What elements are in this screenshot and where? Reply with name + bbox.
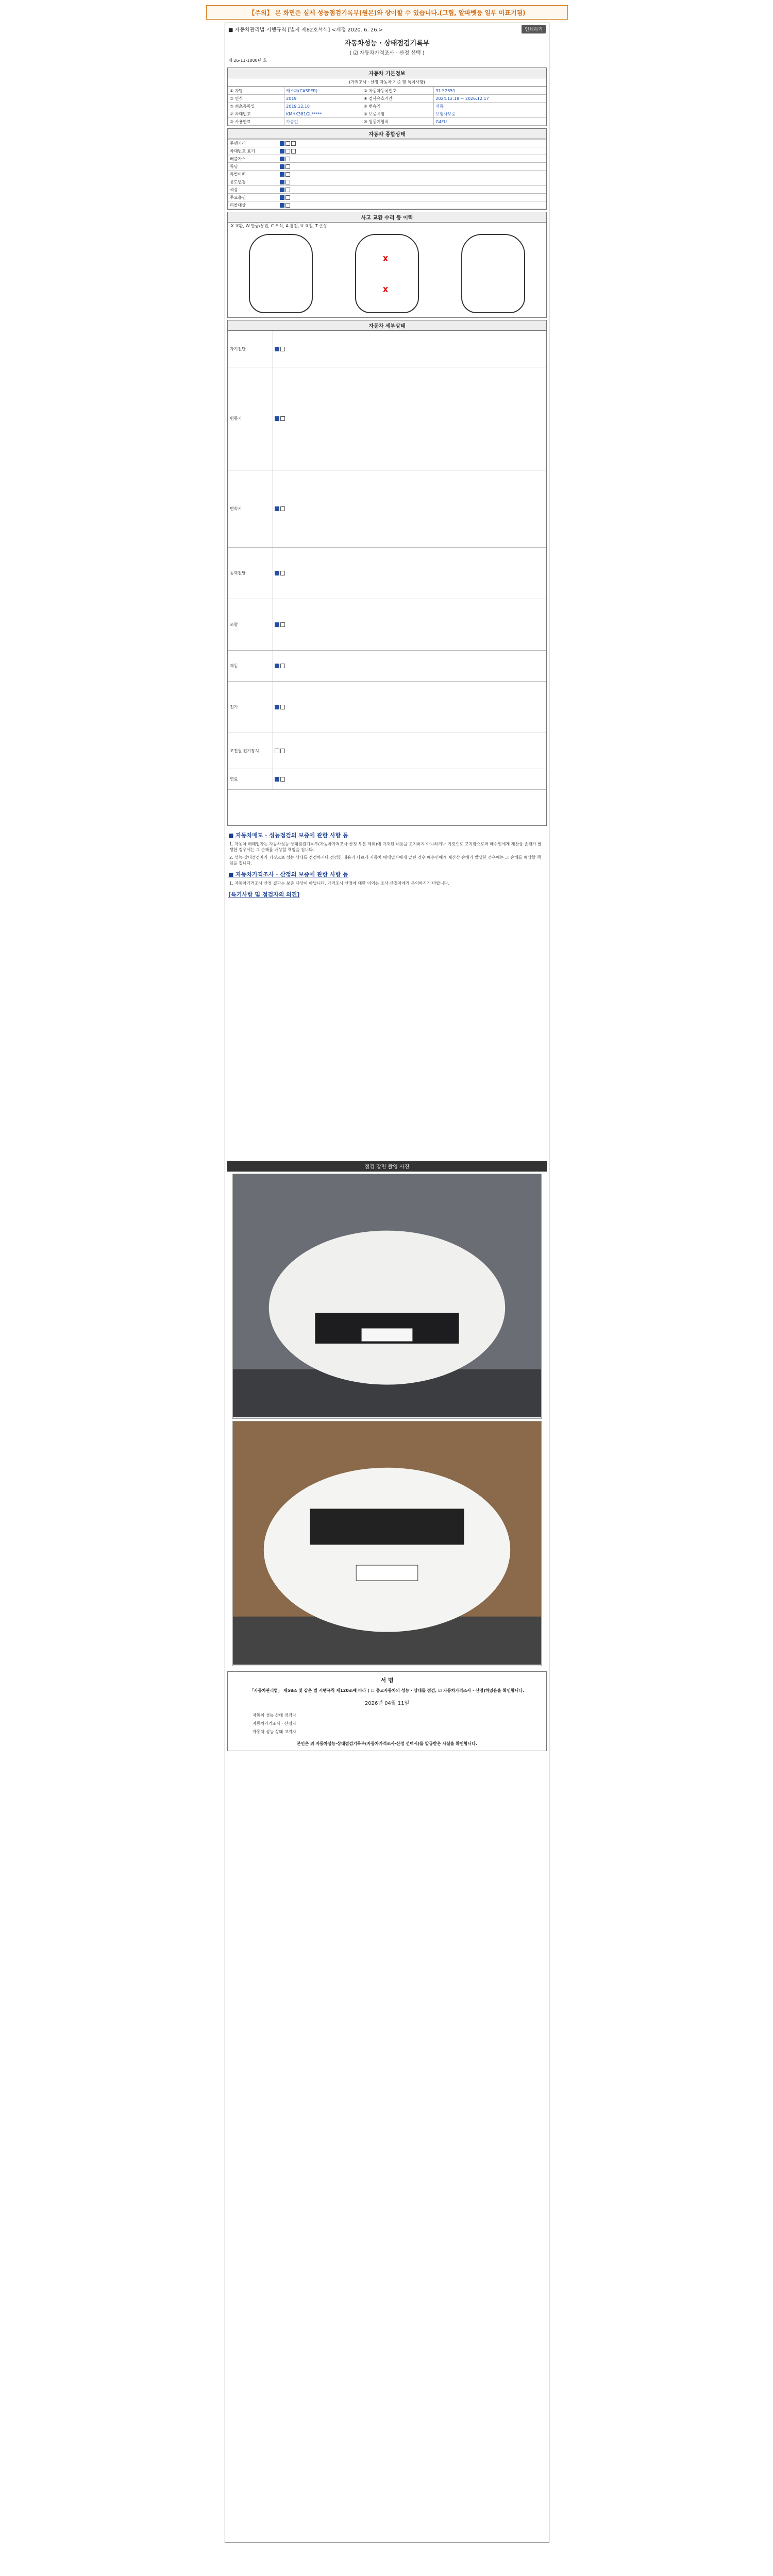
group-checkboxes — [273, 331, 546, 367]
signature-row: 자동차 성능 상태 점검자 — [253, 1713, 296, 1718]
row-value: 보험사보증 — [434, 110, 546, 118]
damage-history-title: 사고 교환 수리 등 이력 — [228, 212, 546, 223]
checkbox[interactable] — [275, 664, 279, 668]
row-value: 캐스퍼(CASPER) — [284, 87, 362, 95]
notice-heading: ■ 자동차매도 · 성능점검의 보증에 관한 사항 등 — [228, 832, 348, 839]
checkbox[interactable] — [285, 180, 290, 184]
row-value: 2019 — [284, 95, 362, 103]
signature-row: 자동차 성능 상태 고지자 — [253, 1730, 296, 1734]
checkbox[interactable] — [275, 416, 279, 421]
basic-info-table — [228, 87, 546, 126]
document-number: 제 26-11-1000년 호 — [228, 58, 267, 63]
checkbox[interactable] — [275, 347, 279, 351]
table-row — [228, 682, 546, 733]
group-label: 연료 — [228, 769, 273, 790]
table-row — [228, 95, 546, 103]
checkbox[interactable] — [280, 416, 285, 421]
checkbox[interactable] — [285, 164, 290, 169]
damage-legend: X 교환, W 판금/용접, C 부식, A 흠집, U 요철, T 손상 — [231, 224, 327, 228]
table-row — [228, 367, 546, 470]
signature-row: 자동차가격조사 · 산정자 — [253, 1721, 296, 1726]
row-label: ⑥ 변속기 — [362, 103, 434, 110]
row-value: 가솔린 — [284, 118, 362, 126]
table-row — [228, 470, 546, 548]
checkbox[interactable] — [285, 157, 290, 161]
row-label: 리콜대상 — [228, 201, 278, 209]
notice-text: 2. 성능·상태점검자가 거짓으로 성능·상태를 점검하거나 점검한 내용과 다르게 자동차 매매업자에게 알린 경우 매수인에게 재산상 손해가 발생한 경우에는 그 손해를 배상할 책임을 집니다. — [229, 855, 541, 866]
checkbox[interactable] — [280, 195, 284, 200]
row-value: KMHK381GL***** — [284, 110, 362, 118]
row-checkboxes — [278, 163, 546, 171]
row-checkboxes — [278, 147, 546, 155]
notices-section — [225, 828, 549, 1158]
row-checkboxes — [278, 178, 546, 186]
row-label: ⑤ 최초등록일 — [228, 103, 284, 110]
table-row — [228, 178, 546, 186]
row-label: ④ 검사유효기간 — [362, 95, 434, 103]
table-row — [228, 140, 546, 147]
car-top-diagram — [355, 234, 419, 313]
general-status-table — [228, 139, 546, 209]
car-diagrams — [228, 230, 546, 317]
table-row — [228, 118, 546, 126]
row-checkboxes — [278, 140, 546, 147]
table-row — [228, 147, 546, 155]
row-label: ⑨ 사용연료 — [228, 118, 284, 126]
signature-date: 2026년 04월 11일 — [364, 1701, 410, 1706]
group-checkboxes — [273, 769, 546, 790]
checkbox[interactable] — [275, 705, 279, 709]
detail-status-section — [227, 320, 547, 826]
checkbox[interactable] — [291, 149, 296, 154]
checkbox[interactable] — [275, 571, 279, 575]
row-label: ⑧ 보증유형 — [362, 110, 434, 118]
document-subtitle: ( ☑ 자동차가격조사 · 산정 선택 ) — [349, 50, 425, 56]
row-label: 튜닝 — [228, 163, 278, 171]
table-row — [228, 599, 546, 651]
exchange-mark: X — [383, 286, 389, 294]
checkbox[interactable] — [280, 180, 284, 184]
table-row — [228, 87, 546, 95]
group-label: 고전원 전기장치 — [228, 733, 273, 769]
row-label: ① 차명 — [228, 87, 284, 95]
checkbox[interactable] — [275, 622, 279, 627]
checkbox[interactable] — [280, 347, 285, 351]
notice-text: 1. 자동차가격조사·산정 결과는 보증 대상이 아닙니다. 가격조사·산정에 대한 이의는 조사·산정자에게 문의하시기 바랍니다. — [229, 881, 449, 886]
row-value: 2019.12.18 — [284, 103, 362, 110]
group-label: 전기 — [228, 682, 273, 733]
row-label: ② 자동차등록번호 — [362, 87, 434, 95]
row-label: 특별이력 — [228, 171, 278, 178]
row-label: ⑩ 원동기형식 — [362, 118, 434, 126]
row-checkboxes — [278, 171, 546, 178]
row-checkboxes — [278, 186, 546, 194]
vehicle-photo-front — [232, 1174, 542, 1419]
car-left-side-diagram — [249, 234, 313, 313]
table-row — [228, 103, 546, 110]
table-row — [228, 201, 546, 209]
row-value: 2024.12.18 ~ 2026.12.17 — [434, 95, 546, 103]
table-row — [228, 651, 546, 682]
group-checkboxes — [273, 651, 546, 682]
checkbox[interactable] — [280, 506, 285, 511]
group-checkboxes — [273, 367, 546, 470]
vehicle-photo-image — [233, 1421, 541, 1665]
checkbox[interactable] — [280, 164, 284, 169]
table-row — [228, 733, 546, 769]
table-row — [228, 163, 546, 171]
checkbox[interactable] — [275, 749, 279, 753]
row-label: 용도변경 — [228, 178, 278, 186]
row-label: ③ 연식 — [228, 95, 284, 103]
row-label: ⑦ 차대번호 — [228, 110, 284, 118]
basic-info-note: (가격조사 · 산정 자동차 기준 및 특이사항) — [228, 78, 546, 87]
group-label: 제동 — [228, 651, 273, 682]
detail-status-title: 자동차 세부상태 — [228, 320, 546, 331]
checkbox[interactable] — [280, 777, 285, 782]
table-row — [228, 331, 546, 367]
group-label: 자기진단 — [228, 331, 273, 367]
table-row — [228, 155, 546, 163]
checkbox[interactable] — [280, 203, 284, 208]
signature-title: 서 명 — [380, 1677, 394, 1684]
group-label: 원동기 — [228, 367, 273, 470]
checkbox[interactable] — [275, 777, 279, 782]
vehicle-photo-image — [233, 1174, 541, 1417]
checkbox[interactable] — [285, 149, 290, 154]
table-row — [228, 171, 546, 178]
exchange-mark: X — [383, 256, 389, 263]
row-value: 자동 — [434, 103, 546, 110]
row-label: 주요옵션 — [228, 194, 278, 201]
row-label: 배출가스 — [228, 155, 278, 163]
row-label: 주행거리 — [228, 140, 278, 147]
checkbox[interactable] — [280, 749, 285, 753]
checkbox[interactable] — [285, 188, 290, 192]
photo-section-title: 점검 장면 촬영 사진 — [227, 1161, 547, 1172]
table-row — [228, 194, 546, 201]
row-label: 색상 — [228, 186, 278, 194]
vehicle-photo-rear — [232, 1421, 542, 1666]
checkbox[interactable] — [280, 571, 285, 575]
document-title: 자동차성능 · 상태점검기록부 — [344, 40, 430, 47]
group-label: 변속기 — [228, 470, 273, 548]
checkbox[interactable] — [280, 622, 285, 627]
checkbox[interactable] — [285, 203, 290, 208]
row-checkboxes — [278, 201, 546, 209]
basic-info-section — [227, 67, 547, 126]
group-checkboxes — [273, 733, 546, 769]
table-row — [228, 110, 546, 118]
checkbox[interactable] — [280, 664, 285, 668]
group-label: 동력전달 — [228, 548, 273, 599]
checkbox[interactable] — [280, 149, 284, 154]
inspection-document — [225, 23, 549, 2543]
notice-heading: ■ 자동차가격조사 · 산정의 보증에 관한 사항 등 — [228, 871, 348, 878]
checkbox[interactable] — [280, 172, 284, 177]
checkbox[interactable] — [291, 141, 296, 146]
signature-statement: 「자동차관리법」 제58조 및 같은 법 시행규칙 제120조에 따라 ( ☐ 중고자동차의 성능 · 상태를 점검, ☑ 자동차가격조사 · 산정)하였음을 확인합니다. — [249, 1688, 525, 1693]
group-checkboxes — [273, 599, 546, 651]
general-status-section — [227, 128, 547, 210]
damage-history-section — [227, 212, 547, 318]
checkbox[interactable] — [280, 157, 284, 161]
row-checkboxes — [278, 155, 546, 163]
table-row — [228, 548, 546, 599]
checkbox[interactable] — [280, 705, 285, 709]
checkbox[interactable] — [275, 506, 279, 511]
basic-info-title: 자동차 기본정보 — [228, 68, 546, 78]
checkbox[interactable] — [285, 195, 290, 200]
group-checkboxes — [273, 470, 546, 548]
table-row — [228, 769, 546, 790]
signature-section — [227, 1671, 547, 1751]
print-button[interactable]: 인쇄하기 — [522, 25, 546, 33]
checkbox[interactable] — [280, 141, 284, 146]
row-label: 차대번호 표기 — [228, 147, 278, 155]
notice-text: 1. 자동차 매매업자는 자동차성능·상태점검기록부(자동차가격조사·산정 부분 제외)에 기재된 내용을 고지하지 아니하거나 거짓으로 고지함으로써 매수인에게 재산상 손해가 발생한 경우에는 그 손해를 배상할 책임을 집니다. — [229, 842, 542, 852]
signature-footer: 본인은 위 자동차성능·상태점검기록부(자동차가격조사·산정 선택시)를 발급받은 사실을 확인합니다. — [297, 1741, 477, 1746]
group-checkboxes — [273, 548, 546, 599]
table-row — [228, 186, 546, 194]
car-right-side-diagram — [461, 234, 525, 313]
form-label: ■ 자동차관리법 시행규칙 [별지 제82호서식] <개정 2020. 6. 26.> — [228, 27, 383, 33]
row-value: G4FU — [434, 118, 546, 126]
form-header-row — [225, 23, 549, 35]
general-status-title: 자동차 종합상태 — [228, 129, 546, 139]
row-checkboxes — [278, 194, 546, 201]
group-label: 조향 — [228, 599, 273, 651]
row-value: 31오2551 — [434, 87, 546, 95]
checkbox[interactable] — [280, 188, 284, 192]
detail-status-table — [228, 331, 546, 790]
group-checkboxes — [273, 682, 546, 733]
checkbox[interactable] — [285, 141, 290, 146]
opinion-heading: [특기사항 및 점검자의 의견] — [228, 891, 300, 898]
checkbox[interactable] — [285, 172, 290, 177]
warning-banner: 【주의】 본 화면은 실제 성능점검기록부(원본)와 상이할 수 있습니다.(그림, 알파벳등 일부 미표기됨) — [206, 5, 568, 20]
